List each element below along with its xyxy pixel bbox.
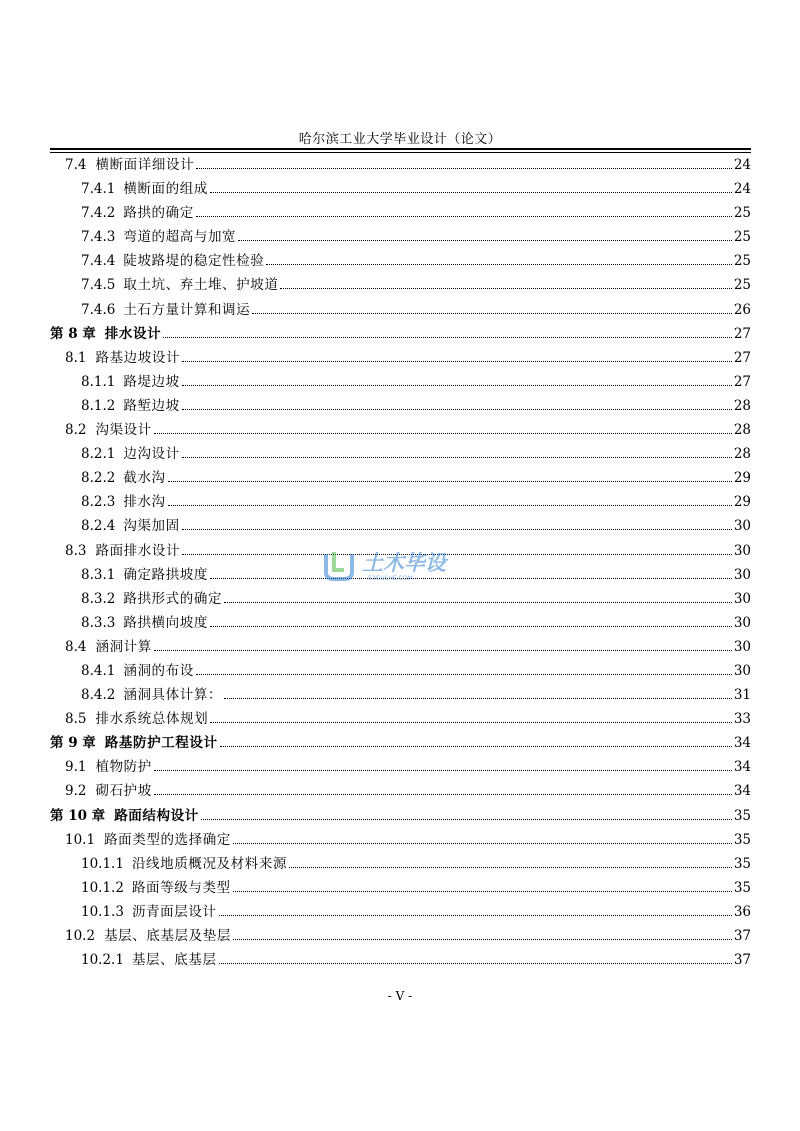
toc-entry-number: 8.3 [65,542,87,559]
toc-dot-leader [182,384,732,386]
toc-entry-title: 路拱的确定 [123,205,194,222]
toc-entry[interactable] [50,731,751,755]
toc-entry-number: 8.1.2 [81,397,116,414]
toc-entry-title: 路拱形式的确定 [123,590,223,607]
toc-entry-number: 7.4.4 [81,253,116,270]
toc-entry-number: 10.1.2 [81,879,124,896]
header-rule-thick [50,148,751,150]
toc-entry[interactable] [50,442,751,466]
toc-dot-leader [154,793,732,795]
toc-entry-number: 第 10 章 [50,807,106,824]
toc-entry-title: 路堤边坡 [123,373,180,390]
toc-entry[interactable] [50,273,751,297]
toc-entry-number: 8.4 [65,638,87,655]
toc-dot-leader [168,504,732,506]
toc-dot-leader [210,191,732,193]
toc-entry-title: 沿线地质概况及材料来源 [131,855,288,872]
toc-entry[interactable] [50,225,751,249]
toc-entry[interactable] [50,707,751,731]
toc-entry-title: 路基边坡设计 [95,349,181,366]
toc-dot-leader [233,938,732,940]
toc-entry-title: 路面类型的选择确定 [104,831,231,848]
toc-entry-title: 路堑边坡 [123,397,180,414]
toc-entry-number: 8.5 [65,711,87,728]
toc-entry-title: 排水沟 [123,494,166,511]
toc-dot-leader [182,408,732,410]
toc-dot-leader [210,721,732,723]
toc-entry-number: 8.2.1 [81,446,116,463]
toc-dot-leader [196,215,732,217]
toc-dot-leader [182,456,732,458]
toc-entry[interactable] [50,249,751,273]
toc-dot-leader [168,480,732,482]
toc-entry-title: 弯道的超高与加宽 [123,229,237,246]
toc-entry[interactable] [50,948,751,972]
toc-entry-page: 25 [733,277,751,294]
toc-entry-title: 路拱横向坡度 [123,614,208,631]
toc-entry-page: 24 [733,181,751,198]
toc-dot-leader [280,287,731,289]
toc-entry-page: 30 [733,590,751,607]
toc-entry-number: 10.2 [65,928,96,944]
toc-entry-number: 7.4.3 [81,229,116,246]
toc-entry[interactable] [50,876,751,900]
toc-entry-title: 路面排水设计 [95,542,181,559]
toc-entry-title: 取土坑、弃土堆、护坡道 [123,277,279,294]
toc-entry-title: 路面结构设计 [114,807,199,824]
toc-entry-number: 第 8 章 [50,325,96,342]
toc-entry-title: 砌石护坡 [95,783,152,800]
toc-entry[interactable] [50,852,751,876]
toc-entry-title: 路面等级与类型 [131,879,231,896]
toc-entry-number: 9.1 [65,759,87,776]
toc-entry[interactable] [50,635,751,659]
toc-dot-leader [220,745,732,747]
toc-entry-page: 37 [733,928,751,944]
toc-dot-leader [163,336,732,338]
toc-entry-page: 36 [733,903,751,920]
toc-entry[interactable] [50,514,751,538]
toc-entry-page: 29 [733,494,751,511]
toc-entry-page: 33 [733,711,751,728]
toc-entry-title: 路基防护工程设计 [104,735,218,752]
toc-dot-leader [219,914,732,916]
toc-dot-leader [201,818,732,820]
toc-entry-number: 8.2.4 [81,518,116,535]
toc-entry-title: 沟渠设计 [95,422,152,439]
toc-dot-leader [238,239,732,241]
toc-dot-leader [252,312,732,314]
toc-dot-leader [224,697,732,699]
toc-entry[interactable] [50,346,751,370]
toc-entry-title: 涵洞计算 [95,638,152,655]
toc-entry-number: 7.4.2 [81,205,116,222]
watermark-subtext: 53GUSHE.COM [368,575,413,582]
toc-entry-page: 34 [733,783,751,800]
toc-entry-page: 30 [733,638,751,655]
toc-entry-page: 25 [733,253,751,270]
toc-entry-title: 沥青面层设计 [131,903,217,920]
toc-entry-page: 25 [733,205,751,222]
watermark-logo [322,548,482,582]
toc-entry[interactable] [50,201,751,225]
toc-entry-title: 确定路拱坡度 [123,566,208,583]
toc-entry-title: 横断面详细设计 [95,157,195,173]
toc-entry-number: 8.1 [65,349,87,366]
toc-dot-leader [196,673,732,675]
toc-entry-number: 7.4 [65,157,87,173]
toc-entry-number: 8.3.3 [81,614,116,631]
toc-entry[interactable] [50,418,751,442]
page-number: - V - [387,989,413,1003]
toc-entry-page: 27 [733,349,751,366]
toc-entry-number: 8.2.3 [81,494,116,511]
toc-dot-leader [154,432,732,434]
toc-entry-number: 8.4.1 [81,662,116,679]
toc-entry[interactable] [50,924,751,948]
toc-dot-leader [196,167,732,169]
toc-dot-leader [154,769,732,771]
toc-entry[interactable] [50,755,751,779]
toc-entry-number: 10.1 [65,831,96,848]
toc-entry-page: 24 [733,157,751,173]
toc-entry-title: 边沟设计 [123,446,180,463]
toc-dot-leader [233,890,732,892]
watermark-text: 土木毕设 [362,551,446,575]
toc-entry-title: 植物防护 [95,759,152,776]
toc-dot-leader [289,866,732,868]
toc-entry-number: 10.2.1 [81,952,124,969]
toc-entry-page: 27 [733,373,751,390]
toc-entry-title: 基层、底基层 [131,952,217,969]
toc-entry[interactable] [50,394,751,418]
toc-entry-page: 30 [733,614,751,631]
toc-entry-title: 横断面的组成 [123,181,208,198]
toc-entry-page: 30 [733,566,751,583]
toc-entry-page: 26 [733,301,751,318]
toc-dot-leader [154,649,732,651]
toc-entry-number: 7.4.6 [81,301,116,318]
toc-entry-title: 土石方量计算和调运 [123,301,251,318]
toc-entry-page: 30 [733,542,751,559]
toc-entry-number: 9.2 [65,783,87,800]
toc-entry[interactable] [50,587,751,611]
toc-dot-leader [219,962,732,964]
toc-entry-title: 涵洞的布设 [123,662,194,679]
toc-entry-page: 34 [733,735,751,752]
toc-dot-leader [224,601,732,603]
toc-entry-page: 31 [733,687,751,704]
toc-entry[interactable] [50,177,751,201]
toc-entry[interactable] [50,153,751,177]
toc-entry[interactable] [50,322,751,346]
toc-entry-title: 沟渠加固 [123,518,180,535]
toc-entry[interactable] [50,683,751,707]
toc-entry-title: 截水沟 [123,470,166,487]
toc-dot-leader [210,625,732,627]
toc-dot-leader [182,528,732,530]
toc-entry[interactable] [50,370,751,394]
toc-entry[interactable] [50,611,751,635]
toc-entry-page: 28 [733,397,751,414]
toc-entry-number: 8.2.2 [81,470,116,487]
toc-entry-page: 25 [733,229,751,246]
toc-entry[interactable] [50,466,751,490]
toc-dot-leader [182,360,732,362]
toc-entry-title: 排水系统总体规划 [95,711,209,728]
toc-entry-number: 10.1.3 [81,903,124,920]
toc-entry-title: 陡坡路堤的稳定性检验 [123,253,265,270]
toc-entry-number: 8.3.2 [81,590,116,607]
toc-entry[interactable] [50,490,751,514]
toc-entry-page: 35 [733,879,751,896]
toc-entry-page: 27 [733,325,751,342]
toc-entry-page: 34 [733,759,751,776]
toc-entry-number: 7.4.1 [81,181,116,198]
toc-entry[interactable] [50,659,751,683]
toc-entry-title: 基层、底基层及垫层 [104,928,231,944]
watermark-emblem-icon [326,552,352,579]
toc-entry[interactable] [50,900,751,924]
toc-entry-number: 8.2 [65,422,87,439]
page-header: 哈尔滨工业大学毕业设计（论文） [298,132,502,147]
toc-entry[interactable] [50,828,751,852]
toc-entry-page: 35 [733,855,751,872]
toc-entry[interactable] [50,298,751,322]
toc-entry-number: 8.3.1 [81,566,116,583]
toc-entry-title: 涵洞具体计算： [123,687,223,704]
toc-entry-number: 8.4.2 [81,687,116,704]
toc-entry[interactable] [50,804,751,828]
toc-dot-leader [233,842,732,844]
toc-entry-title: 排水设计 [104,325,162,342]
toc-entry-page: 35 [733,807,751,824]
toc-entry-page: 35 [733,831,751,848]
toc-entry-page: 28 [733,446,751,463]
toc-entry-number: 7.4.5 [81,277,116,294]
toc-entry-page: 28 [733,422,751,439]
toc-dot-leader [266,263,731,265]
toc-entry-page: 30 [733,518,751,535]
toc-entry-page: 30 [733,662,751,679]
toc-entry[interactable] [50,779,751,803]
toc-entry-page: 37 [733,952,751,969]
toc-entry-number: 10.1.1 [81,855,124,872]
toc-entry-number: 8.1.1 [81,373,116,390]
toc-entry-page: 29 [733,470,751,487]
toc-entry-number: 第 9 章 [50,735,96,752]
